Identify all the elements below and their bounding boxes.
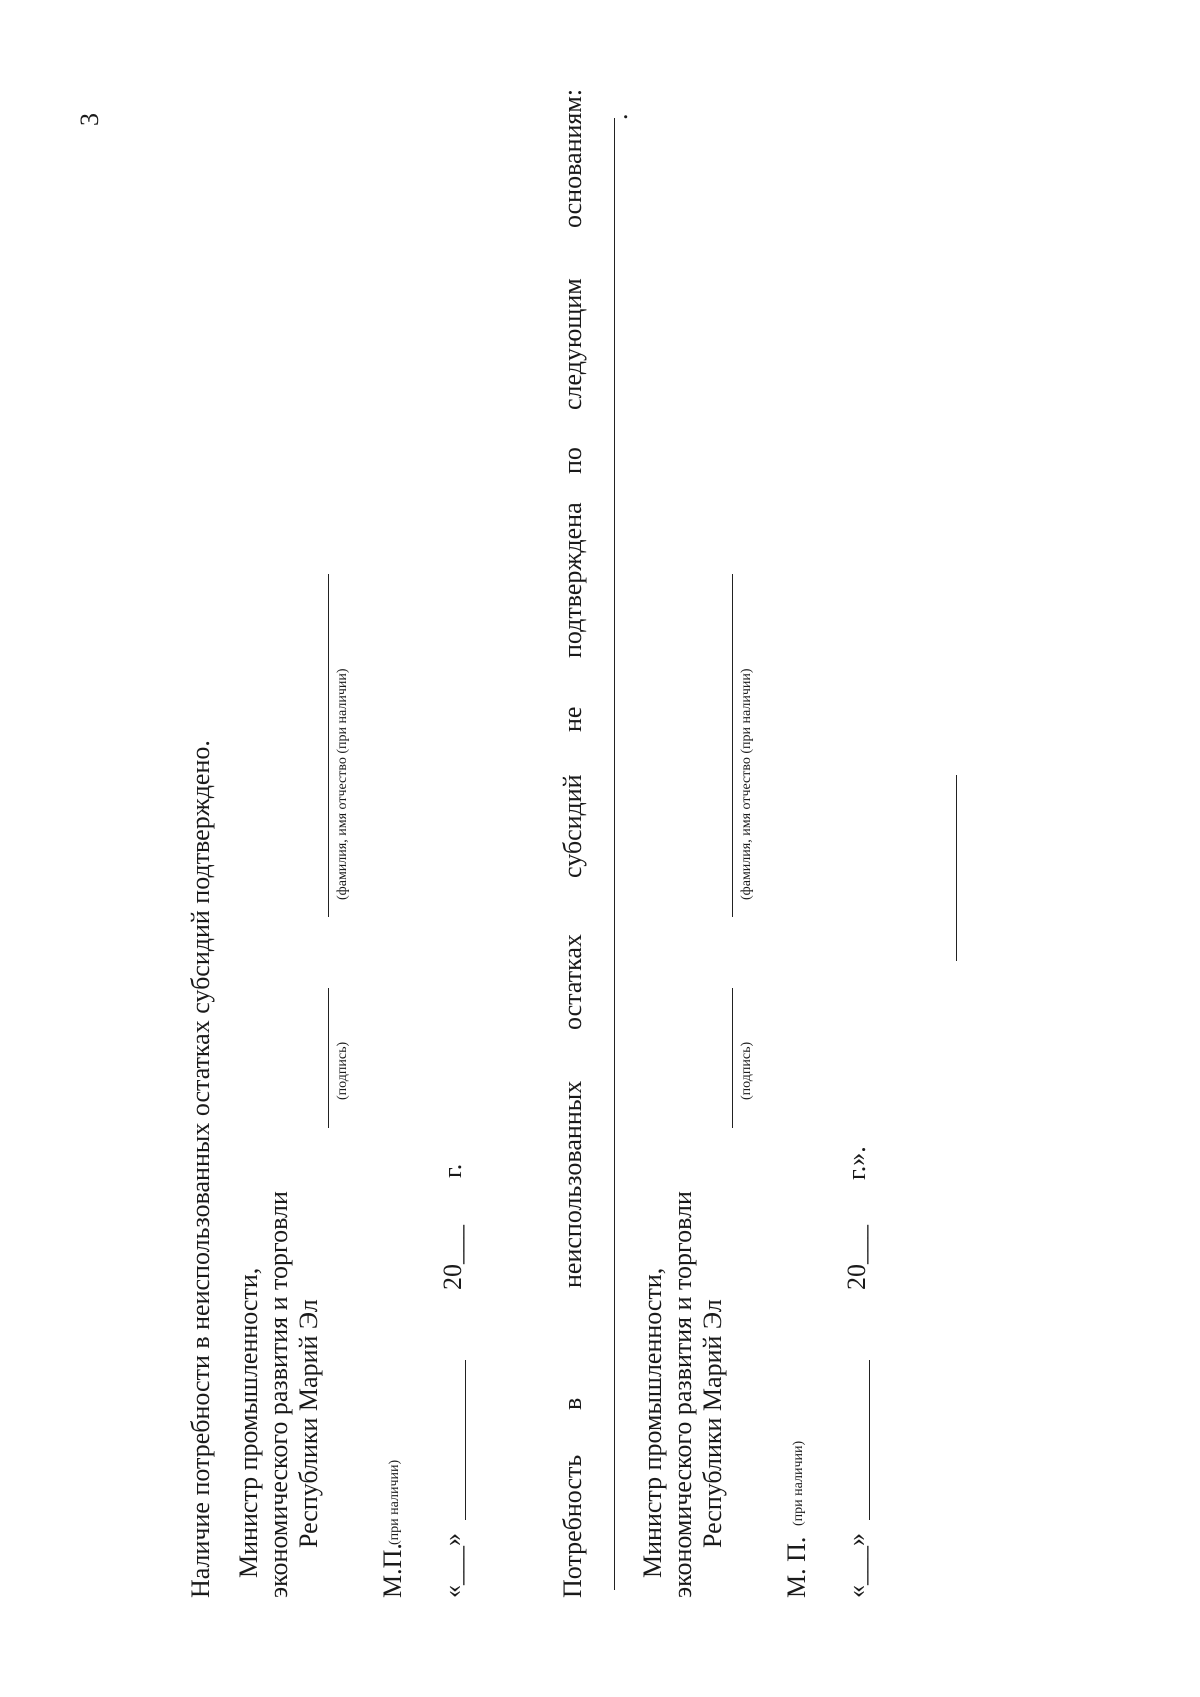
date-month-line <box>465 1360 466 1520</box>
name-caption-2: (фамилия, имя отчество (при наличии) <box>739 668 754 900</box>
not-confirmed-word-8: по <box>558 447 587 474</box>
not-confirmed-word-6: не <box>558 706 587 732</box>
not-confirmed-word-5: субсидий <box>558 774 587 878</box>
reasons-line-end: . <box>604 113 633 120</box>
stamp-caption: (при наличии) <box>387 1459 402 1545</box>
closing-separator <box>956 775 957 961</box>
date-day: «___» <box>438 1533 467 1598</box>
name-line-2 <box>732 574 733 917</box>
date-month-line-2 <box>869 1360 870 1520</box>
date-year: 20___ <box>438 1225 467 1290</box>
stamp-caption-2: (при наличии) <box>791 1440 806 1526</box>
date-year-2: 20___ <box>842 1225 871 1290</box>
official-title-line2-2: экономического развития и торговли <box>668 1191 697 1598</box>
official-title-line3: Республики Марий Эл <box>294 1299 323 1548</box>
signature-caption-2: (подпись) <box>739 1041 754 1100</box>
not-confirmed-word-1: Потребность <box>558 1454 587 1598</box>
official-title-line1-2: Министр промышленности, <box>638 1267 667 1578</box>
reasons-line <box>614 118 615 1590</box>
signature-caption: (подпись) <box>335 1041 350 1100</box>
date-suffix-2: г.». <box>842 1146 871 1180</box>
signature-line <box>328 988 329 1128</box>
name-line <box>328 574 329 917</box>
not-confirmed-word-9: следующим <box>558 278 587 410</box>
signature-line-2 <box>732 988 733 1128</box>
date-suffix: г. <box>438 1163 467 1178</box>
name-caption: (фамилия, имя отчество (при наличии) <box>335 668 350 900</box>
date-day-2: «___» <box>842 1533 871 1598</box>
not-confirmed-word-10: основаниям: <box>558 88 587 228</box>
stamp-label-2: М. П. <box>782 1536 811 1598</box>
stamp-label: М.П. <box>378 1543 407 1598</box>
official-title-line3-2: Республики Марий Эл <box>698 1299 727 1548</box>
official-title-line1: Министр промышленности, <box>234 1267 263 1578</box>
not-confirmed-word-3: неиспользованных <box>558 1080 587 1288</box>
confirmed-statement: Наличие потребности в неиспользованных остатках субсидий подтверждено. <box>186 740 215 1598</box>
page-number: 3 <box>75 113 104 126</box>
official-title-line2: экономического развития и торговли <box>264 1191 293 1598</box>
not-confirmed-word-4: остатках <box>558 934 587 1030</box>
not-confirmed-word-7: подтверждена <box>558 502 587 658</box>
not-confirmed-word-2: в <box>558 1397 587 1410</box>
